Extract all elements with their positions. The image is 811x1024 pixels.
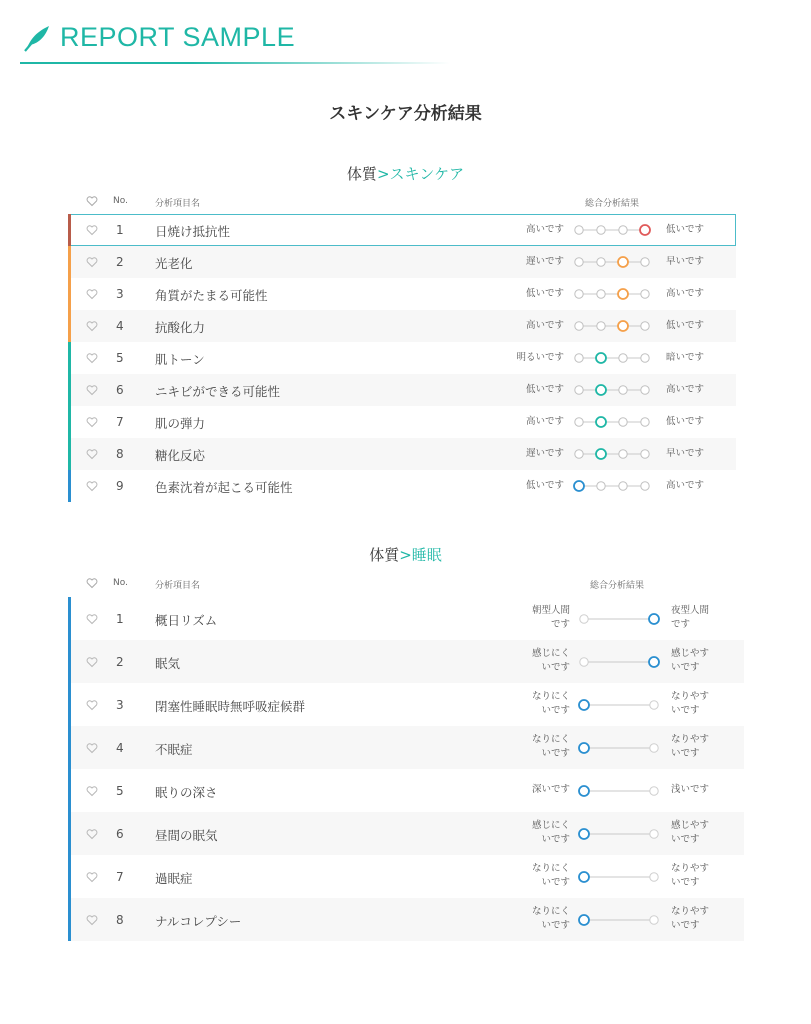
skincare-table-row xyxy=(68,374,736,406)
row-item-name: 光老化 xyxy=(155,256,193,271)
scale-dot xyxy=(619,386,627,394)
skincare-title-prefix: 体質 xyxy=(346,165,377,183)
scale-dot xyxy=(575,226,583,234)
scale-dot xyxy=(575,386,583,394)
sleep-table-row xyxy=(68,640,744,683)
skincare-table xyxy=(68,214,736,504)
row-number: 3 xyxy=(116,698,124,712)
page-title: スキンケア分析結果 xyxy=(329,104,482,124)
row-item-name: 肌トーン xyxy=(155,352,205,367)
row-item-name: 日焼け抵抗性 xyxy=(155,224,231,239)
scale-right-label xyxy=(671,733,709,761)
row-item-name: 角質がたまる可能性 xyxy=(155,288,268,303)
scale-dot xyxy=(650,830,658,838)
row-color-bar xyxy=(68,406,71,438)
heart-icon xyxy=(86,288,98,300)
scale-right-label xyxy=(671,647,709,675)
skincare-table-row xyxy=(68,438,736,470)
scale-right-label-line: いです xyxy=(671,748,700,759)
scale-right-label xyxy=(671,862,709,890)
result-scale xyxy=(571,319,657,333)
scale-dot xyxy=(650,873,658,881)
row-color-bar xyxy=(68,726,71,769)
scale-dot xyxy=(650,916,658,924)
row-number: 7 xyxy=(116,870,124,884)
row-item-name: 過眠症 xyxy=(155,871,193,886)
row-number: 6 xyxy=(116,383,124,397)
scale-right-label: 低いです xyxy=(666,224,705,235)
scale-left-label: 高いです xyxy=(525,224,564,235)
scale-dot-active xyxy=(579,829,589,839)
row-item-name: 概日リズム xyxy=(155,613,218,628)
row-color-bar xyxy=(68,278,71,310)
scale-dot xyxy=(619,226,627,234)
scale-dot xyxy=(641,482,649,490)
brand-underline xyxy=(20,62,450,64)
sleep-table-row xyxy=(68,597,744,640)
skincare-table-row xyxy=(68,342,736,374)
scale-right-label-line: 浅いです xyxy=(671,784,710,795)
result-scale xyxy=(571,223,657,237)
scale-right-label-line: いです xyxy=(671,834,700,845)
row-number: 5 xyxy=(116,784,124,798)
scale-left-label-line: いです xyxy=(541,834,570,845)
skincare-section-title xyxy=(0,163,811,184)
scale-left-label-line: なりにく xyxy=(531,906,570,917)
scale-dot xyxy=(650,701,658,709)
scale-dot-active xyxy=(596,449,606,459)
row-number: 1 xyxy=(116,612,124,626)
row-color-bar xyxy=(68,898,71,941)
skincare-col-result: 総合分析結果 xyxy=(585,199,640,209)
scale-dot xyxy=(641,418,649,426)
result-scale xyxy=(571,479,657,493)
result-scale xyxy=(576,827,662,841)
scale-left-label-line: なりにく xyxy=(531,691,570,702)
heart-icon xyxy=(86,416,98,428)
scale-dot-active xyxy=(579,915,589,925)
scale-left-label-line: 感じにく xyxy=(531,820,570,831)
scale-left-label xyxy=(532,862,570,890)
row-item-name: ナルコレプシー xyxy=(155,914,242,929)
scale-right-label xyxy=(671,819,709,847)
scale-dot-active xyxy=(596,385,606,395)
scale-right-label: 暗いです xyxy=(666,352,705,363)
result-scale xyxy=(576,612,662,626)
row-color-bar xyxy=(68,470,71,502)
scale-left-label xyxy=(532,604,570,632)
scale-right-label: 早いです xyxy=(666,256,705,267)
scale-dot xyxy=(575,450,583,458)
scale-right-label: 高いです xyxy=(666,384,705,395)
scale-right-label-line: なりやす xyxy=(671,734,710,745)
skincare-title-sep: > xyxy=(376,165,390,183)
scale-left-label xyxy=(532,690,570,718)
scale-right-label-line: いです xyxy=(671,705,700,716)
row-color-bar xyxy=(68,374,71,406)
scale-dot xyxy=(575,354,583,362)
row-color-bar xyxy=(68,812,71,855)
heart-icon xyxy=(86,352,98,364)
scale-left-label xyxy=(532,905,570,933)
scale-left-label xyxy=(532,819,570,847)
row-color-bar xyxy=(68,597,71,640)
row-item-name: 眠気 xyxy=(155,656,181,671)
heart-icon xyxy=(86,613,98,625)
row-color-bar xyxy=(68,769,71,812)
result-scale xyxy=(576,784,662,798)
leaf-icon xyxy=(22,23,52,53)
scale-dot xyxy=(641,322,649,330)
scale-dot-active xyxy=(596,353,606,363)
heart-icon xyxy=(86,699,98,711)
scale-dot xyxy=(619,418,627,426)
row-color-bar xyxy=(68,640,71,683)
scale-left-label: 高いです xyxy=(525,416,564,427)
scale-right-label-line: なりやす xyxy=(671,691,710,702)
scale-left-label: 高いです xyxy=(525,320,564,331)
scale-dot-active xyxy=(579,786,589,796)
skincare-table-row xyxy=(68,246,736,278)
sleep-title-prefix: 体質 xyxy=(369,546,400,564)
scale-right-label-line: です xyxy=(671,619,691,630)
scale-left-label-line: なりにく xyxy=(531,734,570,745)
row-number: 2 xyxy=(116,255,124,269)
scale-dot xyxy=(619,450,627,458)
scale-right-label: 高いです xyxy=(666,288,705,299)
result-scale xyxy=(576,741,662,755)
sleep-col-no: No. xyxy=(113,578,128,588)
scale-dot xyxy=(619,482,627,490)
row-number: 8 xyxy=(116,447,124,461)
scale-dot-active xyxy=(579,700,589,710)
skincare-table-row xyxy=(68,214,736,246)
scale-dot xyxy=(575,258,583,266)
scale-dot xyxy=(580,615,588,623)
heart-icon xyxy=(86,742,98,754)
skincare-table-row xyxy=(68,278,736,310)
heart-icon xyxy=(86,656,98,668)
scale-right-label-line: 感じやす xyxy=(671,820,710,831)
result-scale xyxy=(576,870,662,884)
heart-icon xyxy=(86,785,98,797)
row-number: 7 xyxy=(116,415,124,429)
scale-dot xyxy=(641,450,649,458)
scale-right-label: 低いです xyxy=(666,416,705,427)
scale-left-label: 低いです xyxy=(525,384,564,395)
scale-right-label-line: 夜型人間 xyxy=(671,605,710,616)
skincare-table-row xyxy=(68,406,736,438)
scale-right-label-line: なりやす xyxy=(671,906,710,917)
scale-dot xyxy=(641,290,649,298)
row-number: 6 xyxy=(116,827,124,841)
skincare-table-row xyxy=(68,470,736,502)
row-item-name: ニキビができる可能性 xyxy=(155,384,281,399)
heart-icon xyxy=(86,448,98,460)
row-color-bar xyxy=(68,855,71,898)
scale-dot-active xyxy=(640,225,650,235)
heart-icon xyxy=(86,871,98,883)
sleep-col-name: 分析項目名 xyxy=(155,581,201,591)
skincare-col-no: No. xyxy=(113,196,128,206)
scale-left-label: 低いです xyxy=(525,480,564,491)
row-number: 1 xyxy=(116,223,124,237)
scale-left-label-line: 深いです xyxy=(531,784,570,795)
result-scale xyxy=(571,415,657,429)
row-color-bar xyxy=(68,310,71,342)
row-item-name: 眠りの深さ xyxy=(155,785,218,800)
row-item-name: 色素沈着が起こる可能性 xyxy=(155,480,293,495)
row-number: 4 xyxy=(116,741,124,755)
skincare-col-name: 分析項目名 xyxy=(155,199,201,209)
scale-right-label-line: いです xyxy=(671,662,700,673)
scale-right-label-line: いです xyxy=(671,920,700,931)
scale-left-label xyxy=(532,647,570,675)
result-scale xyxy=(576,913,662,927)
row-item-name: 昼間の眠気 xyxy=(155,828,218,843)
sleep-table-row xyxy=(68,812,744,855)
result-scale xyxy=(571,383,657,397)
sleep-table-row xyxy=(68,898,744,941)
row-color-bar xyxy=(68,342,71,374)
scale-left-label-line: です xyxy=(550,619,570,630)
scale-dot xyxy=(575,322,583,330)
scale-dot-active xyxy=(579,743,589,753)
heart-icon xyxy=(86,914,98,926)
sleep-title-highlight: 睡眠 xyxy=(411,546,442,564)
row-color-bar xyxy=(68,683,71,726)
scale-dot-active xyxy=(574,481,584,491)
scale-dot-active xyxy=(579,872,589,882)
result-scale xyxy=(576,655,662,669)
sleep-col-result: 総合分析結果 xyxy=(590,581,645,591)
sleep-table-row xyxy=(68,726,744,769)
scale-right-label xyxy=(671,783,709,797)
skincare-header-heart-icon xyxy=(86,195,98,207)
scale-dot xyxy=(597,322,605,330)
row-number: 4 xyxy=(116,319,124,333)
scale-dot xyxy=(597,290,605,298)
row-number: 3 xyxy=(116,287,124,301)
scale-left-label: 遅いです xyxy=(525,448,564,459)
scale-right-label xyxy=(671,905,709,933)
sleep-table-row xyxy=(68,683,744,726)
scale-left-label-line: いです xyxy=(541,877,570,888)
scale-dot xyxy=(597,226,605,234)
scale-dot xyxy=(641,386,649,394)
scale-right-label-line: なりやす xyxy=(671,863,710,874)
heart-icon xyxy=(86,828,98,840)
heart-icon xyxy=(86,224,98,236)
scale-right-label xyxy=(671,604,709,632)
row-color-bar xyxy=(68,214,71,246)
result-scale xyxy=(576,698,662,712)
scale-dot xyxy=(650,744,658,752)
scale-right-label xyxy=(671,690,709,718)
row-number: 2 xyxy=(116,655,124,669)
scale-dot xyxy=(597,258,605,266)
row-item-name: 抗酸化力 xyxy=(155,320,206,335)
sleep-header-heart-icon xyxy=(86,577,98,589)
scale-left-label xyxy=(532,733,570,761)
result-scale xyxy=(571,447,657,461)
scale-left-label-line: いです xyxy=(541,705,570,716)
heart-icon xyxy=(86,320,98,332)
scale-right-label: 早いです xyxy=(666,448,705,459)
result-scale xyxy=(571,351,657,365)
scale-dot-active xyxy=(618,321,628,331)
scale-left-label-line: なりにく xyxy=(531,863,570,874)
scale-left-label-line: 感じにく xyxy=(531,648,570,659)
row-item-name: 肌の弾力 xyxy=(155,416,206,431)
sleep-section-title xyxy=(0,544,811,565)
row-number: 5 xyxy=(116,351,124,365)
sleep-table-row xyxy=(68,855,744,898)
scale-left-label: 低いです xyxy=(525,288,564,299)
scale-right-label: 低いです xyxy=(666,320,705,331)
scale-right-label: 高いです xyxy=(666,480,705,491)
scale-dot-active xyxy=(596,417,606,427)
scale-dot xyxy=(575,418,583,426)
scale-left-label-line: いです xyxy=(541,748,570,759)
skincare-title-highlight: スキンケア xyxy=(389,165,465,183)
heart-icon xyxy=(86,256,98,268)
heart-icon xyxy=(86,384,98,396)
scale-dot xyxy=(597,482,605,490)
scale-right-label-line: いです xyxy=(671,877,700,888)
scale-left-label xyxy=(532,783,570,797)
scale-dot xyxy=(641,354,649,362)
scale-left-label-line: 朝型人間 xyxy=(531,605,570,616)
sleep-table-row xyxy=(68,769,744,812)
row-color-bar xyxy=(68,246,71,278)
row-color-bar xyxy=(68,438,71,470)
scale-left-label-line: いです xyxy=(541,920,570,931)
row-item-name: 閉塞性睡眠時無呼吸症候群 xyxy=(155,699,306,714)
row-number: 9 xyxy=(116,479,124,493)
row-item-name: 不眠症 xyxy=(155,742,193,757)
scale-dot xyxy=(641,258,649,266)
sleep-table xyxy=(68,597,744,942)
scale-dot xyxy=(575,290,583,298)
scale-right-label-line: 感じやす xyxy=(671,648,710,659)
scale-left-label-line: いです xyxy=(541,662,570,673)
heart-icon xyxy=(86,480,98,492)
brand-title: REPORT SAMPLE xyxy=(60,22,296,52)
brand-header xyxy=(22,22,295,53)
skincare-table-row xyxy=(68,310,736,342)
scale-dot xyxy=(650,787,658,795)
scale-left-label: 遅いです xyxy=(525,256,564,267)
result-scale xyxy=(571,255,657,269)
scale-dot-active xyxy=(649,657,659,667)
row-item-name: 糖化反応 xyxy=(155,448,206,463)
scale-left-label: 明るいです xyxy=(516,352,564,363)
scale-dot xyxy=(580,658,588,666)
scale-dot-active xyxy=(618,257,628,267)
result-scale xyxy=(571,287,657,301)
sleep-title-sep: > xyxy=(399,546,412,564)
scale-dot-active xyxy=(618,289,628,299)
scale-dot xyxy=(619,354,627,362)
row-number: 8 xyxy=(116,913,124,927)
scale-dot-active xyxy=(649,614,659,624)
